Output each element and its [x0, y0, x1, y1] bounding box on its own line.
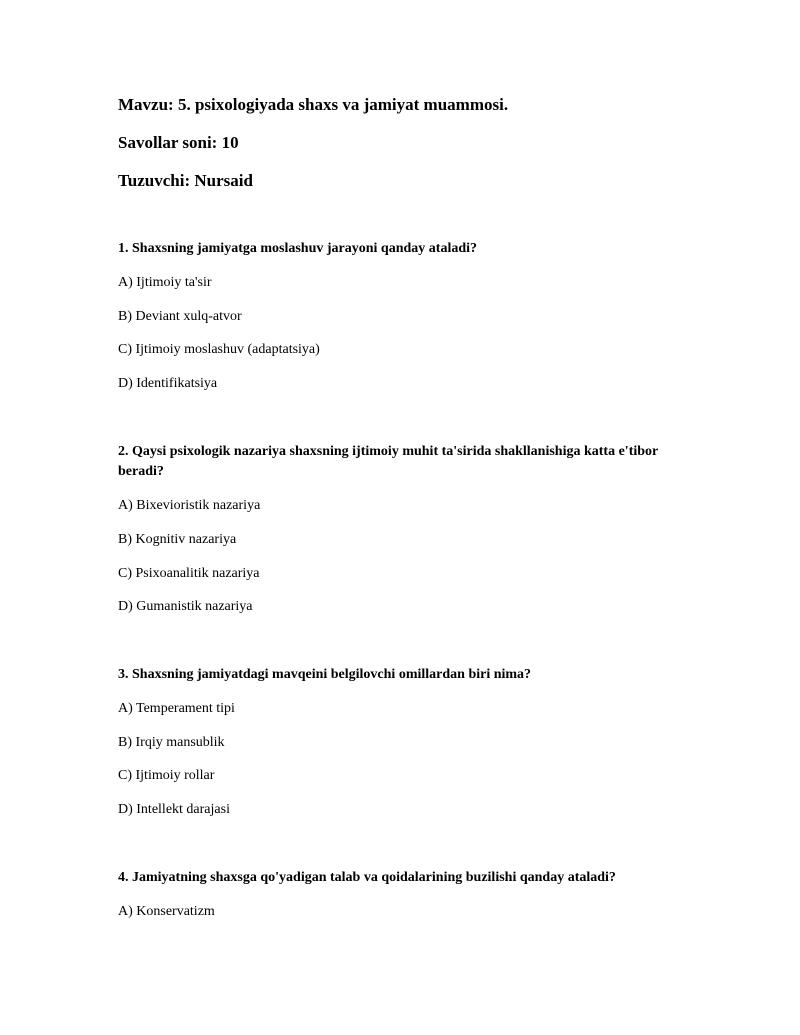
question-count: Savollar soni: 10	[118, 133, 239, 152]
option-b: B) Deviant xulq-atvor	[118, 309, 242, 324]
option-d: D) Gumanistik nazariya	[118, 599, 253, 614]
option-b: B) Kognitiv nazariya	[118, 532, 237, 547]
option-c: C) Psixoanalitik nazariya	[118, 566, 260, 581]
question-text: 4. Jamiyatning shaxsga qo'yadigan talab va qoidalarining buzilishi qanday ataladi?	[118, 870, 616, 885]
option-c: C) Ijtimoiy moslashuv (adaptatsiya)	[118, 342, 320, 357]
option-a: A) Bixevioristik nazariya	[118, 498, 261, 513]
option-d: D) Identifikatsiya	[118, 376, 218, 391]
topic-heading: Mavzu: 5. psixologiyada shaxs va jamiyat muammosi.	[118, 95, 509, 114]
option-b: B) Irqiy mansublik	[118, 735, 225, 750]
author-line: Tuzuvchi: Nursaid	[118, 171, 253, 190]
option-a: A) Ijtimoiy ta'sir	[118, 275, 212, 290]
option-a: A) Konservatizm	[118, 904, 215, 919]
question-text: 1. Shaxsning jamiyatga moslashuv jarayoni qanday ataladi?	[118, 241, 478, 256]
question-text: 2. Qaysi psixologik nazariya shaxsning ijtimoiy muhit ta'sirida shakllanishiga katta e'tibor beradi?	[118, 444, 658, 479]
option-c: C) Ijtimoiy rollar	[118, 768, 215, 783]
question-text: 3. Shaxsning jamiyatdagi mavqeini belgilovchi omillardan biri nima?	[118, 667, 532, 682]
option-a: A) Temperament tipi	[118, 701, 235, 716]
option-d: D) Intellekt darajasi	[118, 802, 230, 817]
